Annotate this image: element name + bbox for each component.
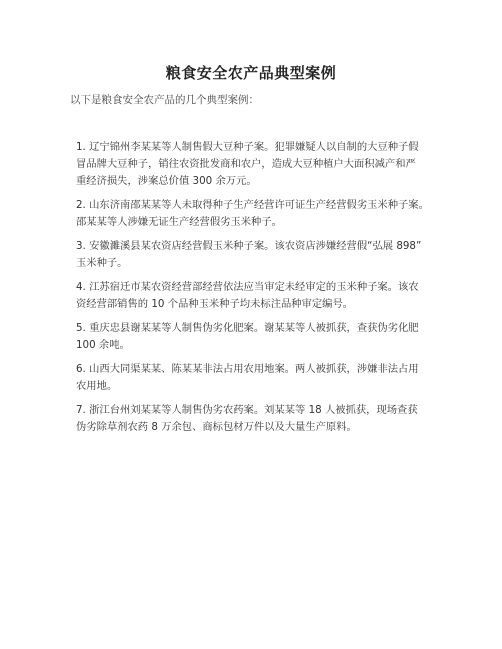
case-paragraph	[76, 139, 436, 190]
case-paragraph	[76, 238, 436, 272]
case-paragraph	[76, 402, 436, 436]
case-line: 7. 浙江台州刘某某等人制售伪劣农药案。刘某某等 18 人被抓获，现场查获	[76, 404, 418, 416]
case-paragraph	[76, 361, 436, 395]
case-line: 3. 安徽濉溪县某农资店经营假玉米种子案。该农资店涉嫌经营假“弘展 898”	[76, 240, 422, 252]
case-line: 资经营部销售的 10 个品种玉米种子均未标注品种审定编号。	[76, 298, 354, 310]
case-line: 6. 山西大同渠某某、陈某某非法占用农用地案。两人被抓获，涉嫌非法占用	[76, 363, 419, 375]
case-paragraph	[76, 320, 436, 354]
document-title: 粮食安全农产品典型案例	[165, 64, 337, 82]
case-list	[76, 139, 436, 443]
case-line: 1. 辽宁锦州李某某等人制售假大豆种子案。犯罪嫌疑人以自制的大豆种子假	[76, 141, 419, 153]
case-line: 重经济损失，涉案总价值 300 余万元。	[76, 175, 257, 187]
case-line: 5. 重庆忠县谢某某等人制售伪劣化肥案。谢某某等人被抓获，查获伪劣化肥	[76, 322, 419, 334]
case-line: 邵某某等人涉嫌无证生产经营假劣玉米种子。	[76, 216, 282, 228]
case-line: 玉米种子。	[76, 257, 128, 269]
case-line: 4. 江苏宿迁市某农资经营部经营依法应当审定未经审定的玉米种子案。该农	[76, 281, 419, 293]
case-paragraph	[76, 279, 436, 313]
case-line: 冒品牌大豆种子，销往农资批发商和农户，造成大豆种植户大面积减产和严	[76, 158, 416, 170]
intro-text: 以下是粮食安全农产品的几个典型案例：	[70, 94, 259, 106]
case-line: 100 余吨。	[76, 339, 130, 351]
case-line: 伪劣除草剂农药 8 万余包、商标包材万件以及大量生产原料。	[76, 421, 357, 433]
case-paragraph	[76, 197, 436, 231]
case-line: 农用地。	[76, 380, 118, 392]
case-line: 2. 山东济南邵某某等人未取得种子生产经营许可证生产经营假劣玉米种子案。	[76, 199, 429, 211]
